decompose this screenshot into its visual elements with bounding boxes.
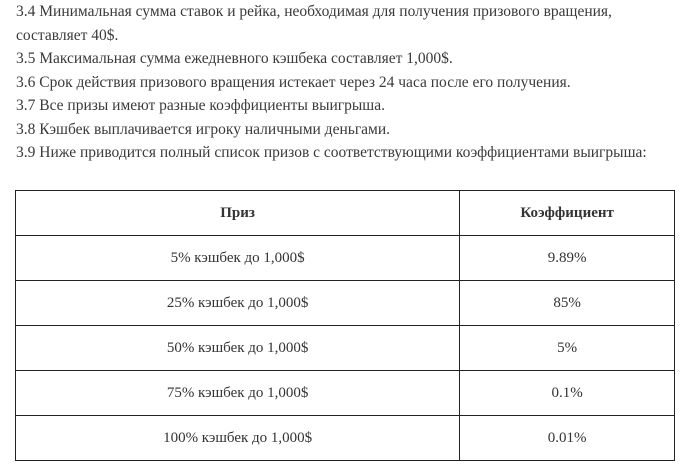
coefficient-cell: 9.89% — [460, 236, 675, 281]
coefficient-cell: 5% — [460, 326, 675, 371]
table-row — [16, 416, 675, 461]
rule-3-9: 3.9 Ниже приводится полный список призов с соответствующими коэффициентами выигрыша: — [16, 144, 647, 161]
coefficient-cell: 0.1% — [460, 371, 675, 416]
rule-3-4-line-1: 3.4 Минимальная сумма ставок и рейка, необходимая для получения призового вращения, — [16, 3, 612, 20]
coefficient-cell: 85% — [460, 281, 675, 326]
table-header-row — [16, 191, 675, 236]
prize-cell: 75% кэшбек до 1,000$ — [16, 371, 460, 416]
coefficient-cell: 0.01% — [460, 416, 675, 461]
prize-cell: 100% кэшбек до 1,000$ — [16, 416, 460, 461]
table-row — [16, 326, 675, 371]
header-coefficient: Коэффициент — [460, 191, 675, 236]
prize-cell: 50% кэшбек до 1,000$ — [16, 326, 460, 371]
rule-3-7: 3.7 Все призы имеют разные коэффициенты выигрыша. — [16, 97, 385, 114]
table-row — [16, 281, 675, 326]
prize-table — [15, 190, 675, 461]
rules-text — [16, 0, 680, 165]
table-row — [16, 371, 675, 416]
rule-3-5: 3.5 Максимальная сумма ежедневного кэшбека составляет 1,000$. — [16, 50, 453, 67]
rule-3-4-line-2: составляет 40$. — [16, 26, 119, 44]
prize-cell: 5% кэшбек до 1,000$ — [16, 236, 460, 281]
prize-cell: 25% кэшбек до 1,000$ — [16, 281, 460, 326]
rule-3-6: 3.6 Срок действия призового вращения истекает через 24 часа после его получения. — [16, 73, 571, 91]
table-row — [16, 236, 675, 281]
header-prize: Приз — [16, 191, 460, 236]
rule-3-8: 3.8 Кэшбек выплачивается игроку наличными деньгами. — [16, 120, 391, 138]
